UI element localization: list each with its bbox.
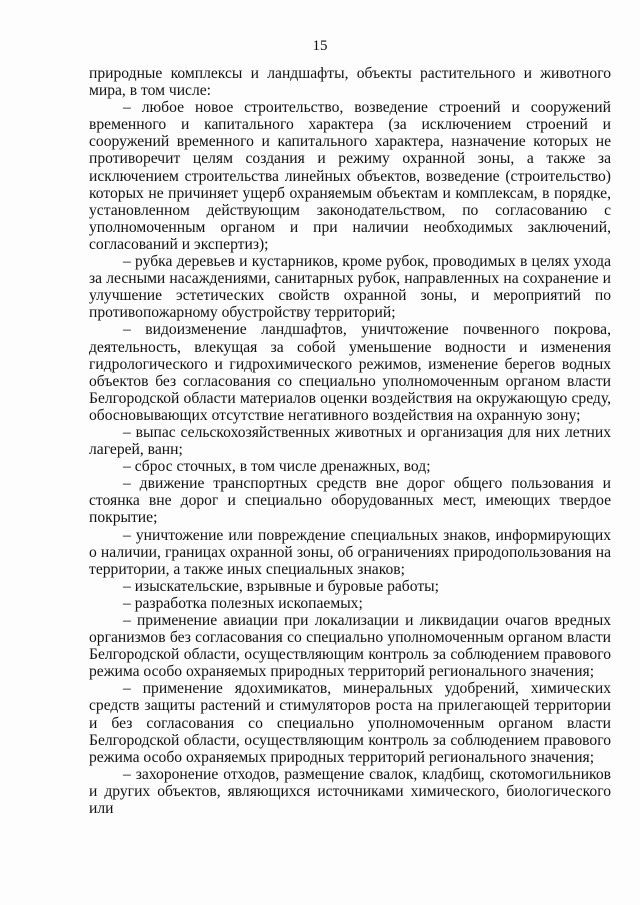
list-item-waste-burial: – захоронение отходов, размещение свалок, кладбищ, скотомогильников и других объектов, являющихся источниками химического, биологического или	[89, 765, 611, 818]
list-item-mining: – разработка полезных ископаемых;	[123, 594, 363, 612]
list-item-wastewater: – сброс сточных, в том числе дренажных, вод;	[123, 458, 431, 476]
list-item-landscape-change: – видоизменение ландшафтов, уничтожение почвенного покрова, деятельность, влекущая за собой уменьшение водности и изменения гидрологического и гидрохимического режимов, изменение берегов водных объектов без согласования со специально уполномоченным органом власти Белгородской области материалов оценки воздействия на окружающую среду, обосновывающих отсутствие негативного воздействия на охранную зону;	[89, 321, 611, 424]
list-item-logging: – рубка деревьев и кустарников, кроме рубок, проводимых в целях ухода за лесными насаждениями, санитарных рубок, направленных на сохранение и улучшение эстетических свойств охранной зоны, и мероприятий по противопожарному обустройству территорий;	[89, 253, 611, 322]
page-number: 15	[312, 38, 328, 54]
list-item-grazing: – выпас сельскохозяйственных животных и организация для них летних лагерей, ванн;	[89, 423, 611, 459]
list-item-construction: – любое новое строительство, возведение строений и сооружений временного и капитального характера (за исключением строений и сооружений временного и капитального характера, назначение которых не противоречит целям создания и режиму охранной зоны, а также за исключением строительства линейных объектов, возведение (строительство) которых не причиняет ущерб охраняемым объектам и комплексам, в порядке, установленном действующим законодательством, по согласованию с уполномоченным органом и при наличии необходимых заключений, согласований и экспертиз);	[89, 99, 611, 253]
list-item-survey-works: – изыскательские, взрывные и буровые работы;	[123, 577, 439, 595]
paragraph-intro: природные комплексы и ландшафты, объекты растительного и животного мира, в том числе:	[89, 65, 611, 100]
list-item-chemicals: – применение ядохимикатов, минеральных удобрений, химических средств защиты растений и стимуляторов роста на прилегающей территории и без согласования со специально уполномоченным органом власти Белгородской области, осуществляющим контроль за соблюдением правового режима особо охраняемых природных территорий регионального значения;	[89, 680, 611, 766]
document-body	[89, 65, 611, 817]
list-item-signs: – уничтожение или повреждение специальных знаков, информирующих о наличии, границах охранной зоны, об ограничениях природопользования на территории, а также иных специальных знаков;	[89, 526, 611, 578]
list-item-aviation: – применение авиации при локализации и ликвидации очагов вредных организмов без согласования со специально уполномоченным органом власти Белгородской области, осуществляющим контроль за соблюдением правового режима особо охраняемых природных территорий регионального значения;	[89, 612, 611, 681]
list-item-vehicles: – движение транспортных средств вне дорог общего пользования и стоянка вне дорог и специально оборудованных мест, имеющих твердое покрытие;	[89, 475, 611, 527]
